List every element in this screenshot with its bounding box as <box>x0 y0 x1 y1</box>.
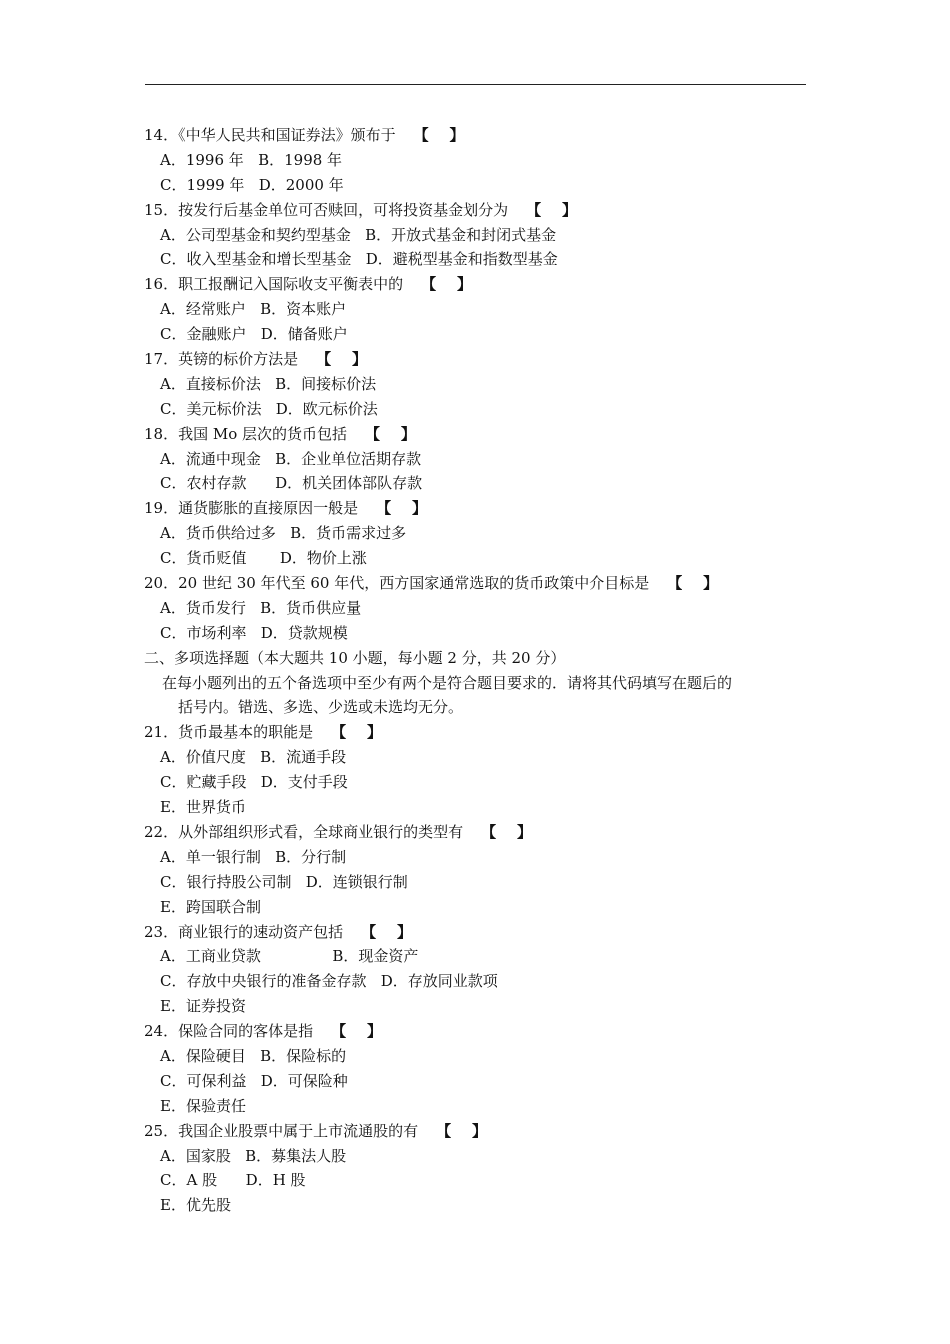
option-line <box>144 770 814 795</box>
question-line <box>144 198 814 223</box>
option-line <box>144 372 814 397</box>
answer-bracket: 【 】 <box>365 424 416 443</box>
question-text: 16．职工报酬记入国际收支平衡表中的 <box>144 275 404 294</box>
question-line <box>144 1119 814 1144</box>
question-line <box>144 720 814 745</box>
question-line <box>144 1019 814 1044</box>
header-rule <box>145 84 806 85</box>
answer-bracket: 【 】 <box>526 200 577 219</box>
option-line <box>144 1193 814 1218</box>
answer-bracket: 【 】 <box>667 574 719 593</box>
question-line <box>144 820 814 845</box>
option-line <box>144 944 814 969</box>
question-text: 22．从外部组织形式看，全球商业银行的类型有 <box>144 822 464 841</box>
line-text: A．国家股 B．募集法人股 <box>160 1146 347 1165</box>
line-text: C．银行持股公司制 D．连锁银行制 <box>160 872 408 891</box>
line-text: A．直接标价法 B．间接标价法 <box>160 374 377 393</box>
question-text: 14．《中华人民共和国证券法》颁布于 <box>144 126 396 144</box>
line-text: E．世界货币 <box>160 798 246 817</box>
line-text: C．市场利率 D．贷款规模 <box>160 623 348 642</box>
line-text: A．经常账户 B．资本账户 <box>160 300 347 319</box>
question-text: 19．通货膨胀的直接原因一般是 <box>144 499 359 518</box>
option-line <box>144 795 814 820</box>
question-text: 17．英镑的标价方法是 <box>144 350 299 369</box>
option-line <box>144 173 814 198</box>
line-text: E．证券投资 <box>160 997 246 1016</box>
option-line <box>144 870 814 895</box>
option-line <box>144 148 814 173</box>
line-text: C．1999 年 D．2000 年 <box>160 175 344 194</box>
line-text: A．流通中现金 B．企业单位活期存款 <box>160 449 422 468</box>
line-text: A．货币供给过多 B．货币需求过多 <box>160 524 407 543</box>
option-line <box>144 994 814 1019</box>
option-line <box>144 969 814 994</box>
question-list <box>144 123 814 1218</box>
question-line <box>144 496 814 521</box>
answer-bracket: 【 】 <box>481 822 532 841</box>
line-text: E．保验责任 <box>160 1096 246 1115</box>
line-text: E．优先股 <box>160 1196 231 1215</box>
question-text: 21．货币最基本的职能是 <box>144 723 314 742</box>
question-line <box>144 571 814 596</box>
option-line <box>144 1168 814 1193</box>
line-text: 在每小题列出的五个备选项中至少有两个是符合题目要求的．请将其代码填写在题后的 <box>162 673 733 692</box>
line-text: A．1996 年 B．1998 年 <box>160 150 343 169</box>
line-text: A．工商业贷款 B．现金资产 <box>160 947 419 966</box>
line-text: E．跨国联合制 <box>160 897 261 916</box>
option-line <box>144 397 814 422</box>
option-line <box>144 322 814 347</box>
option-line <box>144 596 814 621</box>
option-line <box>144 297 814 322</box>
question-text: 20．20 世纪 30 年代至 60 年代，西方国家通常选取的货币政策中介目标是 <box>144 574 650 593</box>
answer-bracket: 【 】 <box>436 1121 487 1140</box>
answer-bracket: 【 】 <box>331 1022 382 1041</box>
line-text: A．保险硬目 B．保险标的 <box>160 1046 347 1065</box>
option-line <box>144 521 814 546</box>
option-line <box>144 247 814 272</box>
line-text: 括号内。错选、多选、少选或未选均无分。 <box>178 698 464 717</box>
line-text: 二、多项选择题（本大题共 10 小题，每小题 2 分，共 20 分） <box>144 648 566 667</box>
question-line <box>144 123 814 148</box>
answer-bracket: 【 】 <box>361 922 412 941</box>
section-instructions <box>144 671 814 696</box>
question-line <box>144 920 814 945</box>
option-line <box>144 621 814 646</box>
question-text: 18．我国 Mo 层次的货币包括 <box>144 424 348 443</box>
line-text: C．农村存款 D．机关团体部队存款 <box>160 474 423 493</box>
line-text: C．A 股 D．H 股 <box>160 1171 306 1190</box>
answer-bracket: 【 】 <box>413 126 465 144</box>
question-text: 15．按发行后基金单位可否赎回，可将投资基金划分为 <box>144 200 509 219</box>
line-text: C．金融账户 D．储备账户 <box>160 325 348 344</box>
line-text: C．存放中央银行的准备金存款 D．存放同业款项 <box>160 972 498 991</box>
question-line <box>144 272 814 297</box>
option-line <box>144 471 814 496</box>
question-line <box>144 422 814 447</box>
option-line <box>144 447 814 472</box>
answer-bracket: 【 】 <box>316 350 367 369</box>
option-line <box>144 745 814 770</box>
question-line <box>144 347 814 372</box>
option-line <box>144 546 814 571</box>
line-text: C．收入型基金和增长型基金 D．避税型基金和指数型基金 <box>160 250 558 269</box>
line-text: C．货币贬值 D．物价上涨 <box>160 549 367 568</box>
line-text: A．价值尺度 B．流通手段 <box>160 748 347 767</box>
answer-bracket: 【 】 <box>331 723 382 742</box>
line-text: A．货币发行 B．货币供应量 <box>160 598 362 617</box>
option-line <box>144 1069 814 1094</box>
answer-bracket: 【 】 <box>421 275 472 294</box>
section-instructions-continued <box>144 695 814 720</box>
option-line <box>144 1094 814 1119</box>
option-line <box>144 845 814 870</box>
line-text: C．美元标价法 D．欧元标价法 <box>160 399 378 418</box>
answer-bracket: 【 】 <box>376 499 427 518</box>
line-text: C．可保利益 D．可保险种 <box>160 1071 348 1090</box>
section-heading <box>144 646 814 671</box>
line-text: A．公司型基金和契约型基金 B．开放式基金和封闭式基金 <box>160 225 557 244</box>
option-line <box>144 1044 814 1069</box>
option-line <box>144 223 814 248</box>
question-text: 24．保险合同的客体是指 <box>144 1022 314 1041</box>
question-text: 25．我国企业股票中属于上市流通股的有 <box>144 1121 419 1140</box>
line-text: C．贮藏手段 D．支付手段 <box>160 773 348 792</box>
question-text: 23．商业银行的速动资产包括 <box>144 922 344 941</box>
option-line <box>144 1144 814 1169</box>
line-text: A．单一银行制 B．分行制 <box>160 847 347 866</box>
option-line <box>144 895 814 920</box>
